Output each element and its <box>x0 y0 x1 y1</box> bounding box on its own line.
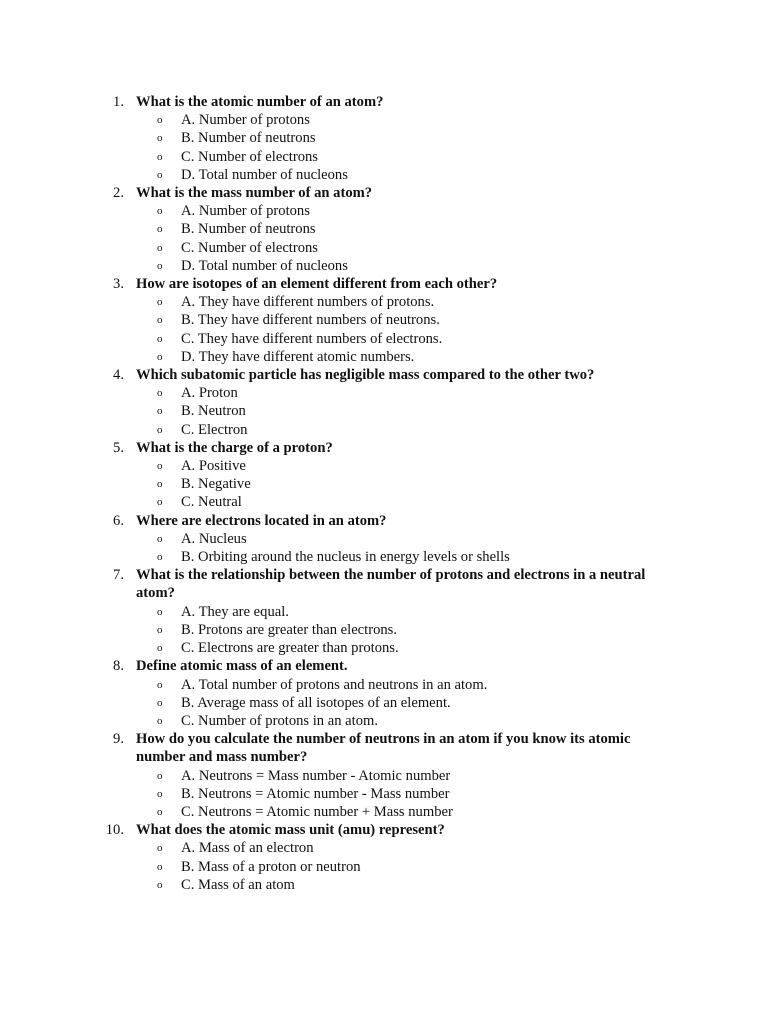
question-item <box>0 730 768 821</box>
answer-option <box>0 785 768 803</box>
question-item <box>0 93 768 184</box>
answer-option-text: C. Mass of an atom <box>181 876 295 893</box>
answer-option-text: B. Negative <box>181 476 251 493</box>
answer-option <box>0 548 768 566</box>
hollow-bullet-icon: o <box>157 405 163 418</box>
answer-option <box>0 603 768 621</box>
hollow-bullet-icon: o <box>157 878 163 891</box>
question-number: 7. <box>113 567 124 584</box>
hollow-bullet-icon: o <box>157 296 163 309</box>
hollow-bullet-icon: o <box>157 714 163 727</box>
hollow-bullet-icon: o <box>157 332 163 345</box>
hollow-bullet-icon: o <box>157 114 163 127</box>
answer-option <box>0 166 768 184</box>
hollow-bullet-icon: o <box>157 642 163 655</box>
answer-option <box>0 839 768 857</box>
question-number: 9. <box>113 731 124 748</box>
hollow-bullet-icon: o <box>157 241 163 254</box>
hollow-bullet-icon: o <box>157 696 163 709</box>
answer-option-text: A. Proton <box>181 385 238 402</box>
answer-option-text: D. They have different atomic numbers. <box>181 348 415 365</box>
question-text: What is the atomic number of an atom? <box>136 94 384 110</box>
answer-option <box>0 639 768 657</box>
question-number: 5. <box>113 439 124 456</box>
answer-option-text: B. Neutrons = Atomic number - Mass number <box>181 785 450 802</box>
answer-option <box>0 402 768 420</box>
question-item <box>0 566 768 657</box>
question-line <box>0 821 676 839</box>
question-item <box>0 657 768 730</box>
answer-option <box>0 202 768 220</box>
answer-option <box>0 493 768 511</box>
question-text: What is the relationship between the number of protons and electrons in a neutral atom? <box>136 567 646 602</box>
question-line <box>0 657 676 675</box>
answer-option <box>0 293 768 311</box>
answer-option <box>0 311 768 329</box>
answer-option-text: A. Number of protons <box>181 203 310 220</box>
answer-option-text: C. Electron <box>181 421 248 438</box>
answer-option <box>0 475 768 493</box>
answer-option-text: B. Number of neutrons <box>181 130 316 147</box>
answer-option-text: B. Mass of a proton or neutron <box>181 858 361 875</box>
question-line <box>0 93 676 111</box>
answer-option <box>0 330 768 348</box>
answer-option <box>0 384 768 402</box>
hollow-bullet-icon: o <box>157 314 163 327</box>
answer-option <box>0 111 768 129</box>
answer-option <box>0 803 768 821</box>
question-item <box>0 439 768 512</box>
hollow-bullet-icon: o <box>157 460 163 473</box>
question-number: 2. <box>113 185 124 202</box>
hollow-bullet-icon: o <box>157 678 163 691</box>
answer-option <box>0 876 768 894</box>
hollow-bullet-icon: o <box>157 132 163 145</box>
hollow-bullet-icon: o <box>157 496 163 509</box>
hollow-bullet-icon: o <box>157 623 163 636</box>
answer-option-text: C. Electrons are greater than protons. <box>181 640 399 657</box>
hollow-bullet-icon: o <box>157 769 163 782</box>
answer-option-text: C. Number of electrons <box>181 239 318 256</box>
answer-option <box>0 421 768 439</box>
question-number: 3. <box>113 276 124 293</box>
answer-option-text: A. They are equal. <box>181 603 289 620</box>
question-line <box>0 730 676 766</box>
answer-option-text: A. Positive <box>181 458 246 475</box>
question-text: What is the mass number of an atom? <box>136 185 373 202</box>
hollow-bullet-icon: o <box>157 842 163 855</box>
question-text: What does the atomic mass unit (amu) represent? <box>136 822 445 839</box>
answer-option <box>0 858 768 876</box>
answer-option <box>0 712 768 730</box>
answer-option-text: A. Number of protons <box>181 112 310 129</box>
hollow-bullet-icon: o <box>157 860 163 873</box>
question-text: How do you calculate the number of neutrons in an atom if you know its atomic number and mass number? <box>136 731 631 766</box>
question-item <box>0 275 768 366</box>
question-line <box>0 184 676 202</box>
hollow-bullet-icon: o <box>157 532 163 545</box>
hollow-bullet-icon: o <box>157 259 163 272</box>
answer-option <box>0 457 768 475</box>
hollow-bullet-icon: o <box>157 150 163 163</box>
question-text: Which subatomic particle has negligible mass compared to the other two? <box>136 367 595 384</box>
hollow-bullet-icon: o <box>157 350 163 363</box>
answer-option-text: B. Orbiting around the nucleus in energy levels or shells <box>181 549 510 566</box>
answer-option-text: A. Neutrons = Mass number - Atomic number <box>181 767 451 784</box>
question-text: Where are electrons located in an atom? <box>136 512 387 529</box>
answer-option <box>0 220 768 238</box>
answer-option-text: B. They have different numbers of neutrons. <box>181 312 440 329</box>
question-line <box>0 512 676 530</box>
answer-option-text: C. Number of protons in an atom. <box>181 712 378 729</box>
question-number: 10. <box>105 822 124 839</box>
question-item <box>0 512 768 567</box>
answer-option-text: D. Total number of nucleons <box>181 166 348 183</box>
question-text: How are isotopes of an element different from each other? <box>136 276 498 293</box>
hollow-bullet-icon: o <box>157 605 163 618</box>
question-number: 4. <box>113 367 124 384</box>
question-line <box>0 439 676 457</box>
answer-option <box>0 530 768 548</box>
answer-option <box>0 348 768 366</box>
hollow-bullet-icon: o <box>157 423 163 436</box>
question-line <box>0 566 676 602</box>
answer-option-text: C. They have different numbers of electrons. <box>181 330 443 347</box>
hollow-bullet-icon: o <box>157 478 163 491</box>
hollow-bullet-icon: o <box>157 551 163 564</box>
answer-option <box>0 767 768 785</box>
answer-option-text: D. Total number of nucleons <box>181 257 348 274</box>
hollow-bullet-icon: o <box>157 805 163 818</box>
answer-option <box>0 621 768 639</box>
answer-option-text: A. They have different numbers of protons. <box>181 294 435 311</box>
answer-option-text: B. Neutron <box>181 403 246 420</box>
question-item <box>0 821 768 894</box>
question-number: 1. <box>113 94 124 110</box>
answer-option-text: B. Average mass of all isotopes of an element. <box>181 694 451 711</box>
answer-option <box>0 676 768 694</box>
question-list <box>0 93 768 894</box>
question-number: 8. <box>113 658 124 675</box>
answer-option-text: C. Number of electrons <box>181 148 318 165</box>
question-line <box>0 275 676 293</box>
hollow-bullet-icon: o <box>157 205 163 218</box>
answer-option <box>0 148 768 166</box>
answer-option <box>0 129 768 147</box>
hollow-bullet-icon: o <box>157 223 163 236</box>
answer-option-text: C. Neutrons = Atomic number + Mass number <box>181 803 453 820</box>
answer-option <box>0 257 768 275</box>
answer-option-text: A. Total number of protons and neutrons in an atom. <box>181 676 488 693</box>
question-number: 6. <box>113 512 124 529</box>
question-item <box>0 366 768 439</box>
question-text: Define atomic mass of an element. <box>136 658 348 675</box>
hollow-bullet-icon: o <box>157 787 163 800</box>
hollow-bullet-icon: o <box>157 387 163 400</box>
answer-option-text: A. Mass of an electron <box>181 840 314 857</box>
answer-option-text: A. Nucleus <box>181 530 247 547</box>
question-text: What is the charge of a proton? <box>136 439 333 456</box>
answer-option <box>0 694 768 712</box>
answer-option-text: B. Protons are greater than electrons. <box>181 621 397 638</box>
answer-option-text: C. Neutral <box>181 494 242 511</box>
answer-option <box>0 239 768 257</box>
answer-option-text: B. Number of neutrons <box>181 221 316 238</box>
question-line <box>0 366 676 384</box>
hollow-bullet-icon: o <box>157 168 163 181</box>
question-item <box>0 184 768 275</box>
